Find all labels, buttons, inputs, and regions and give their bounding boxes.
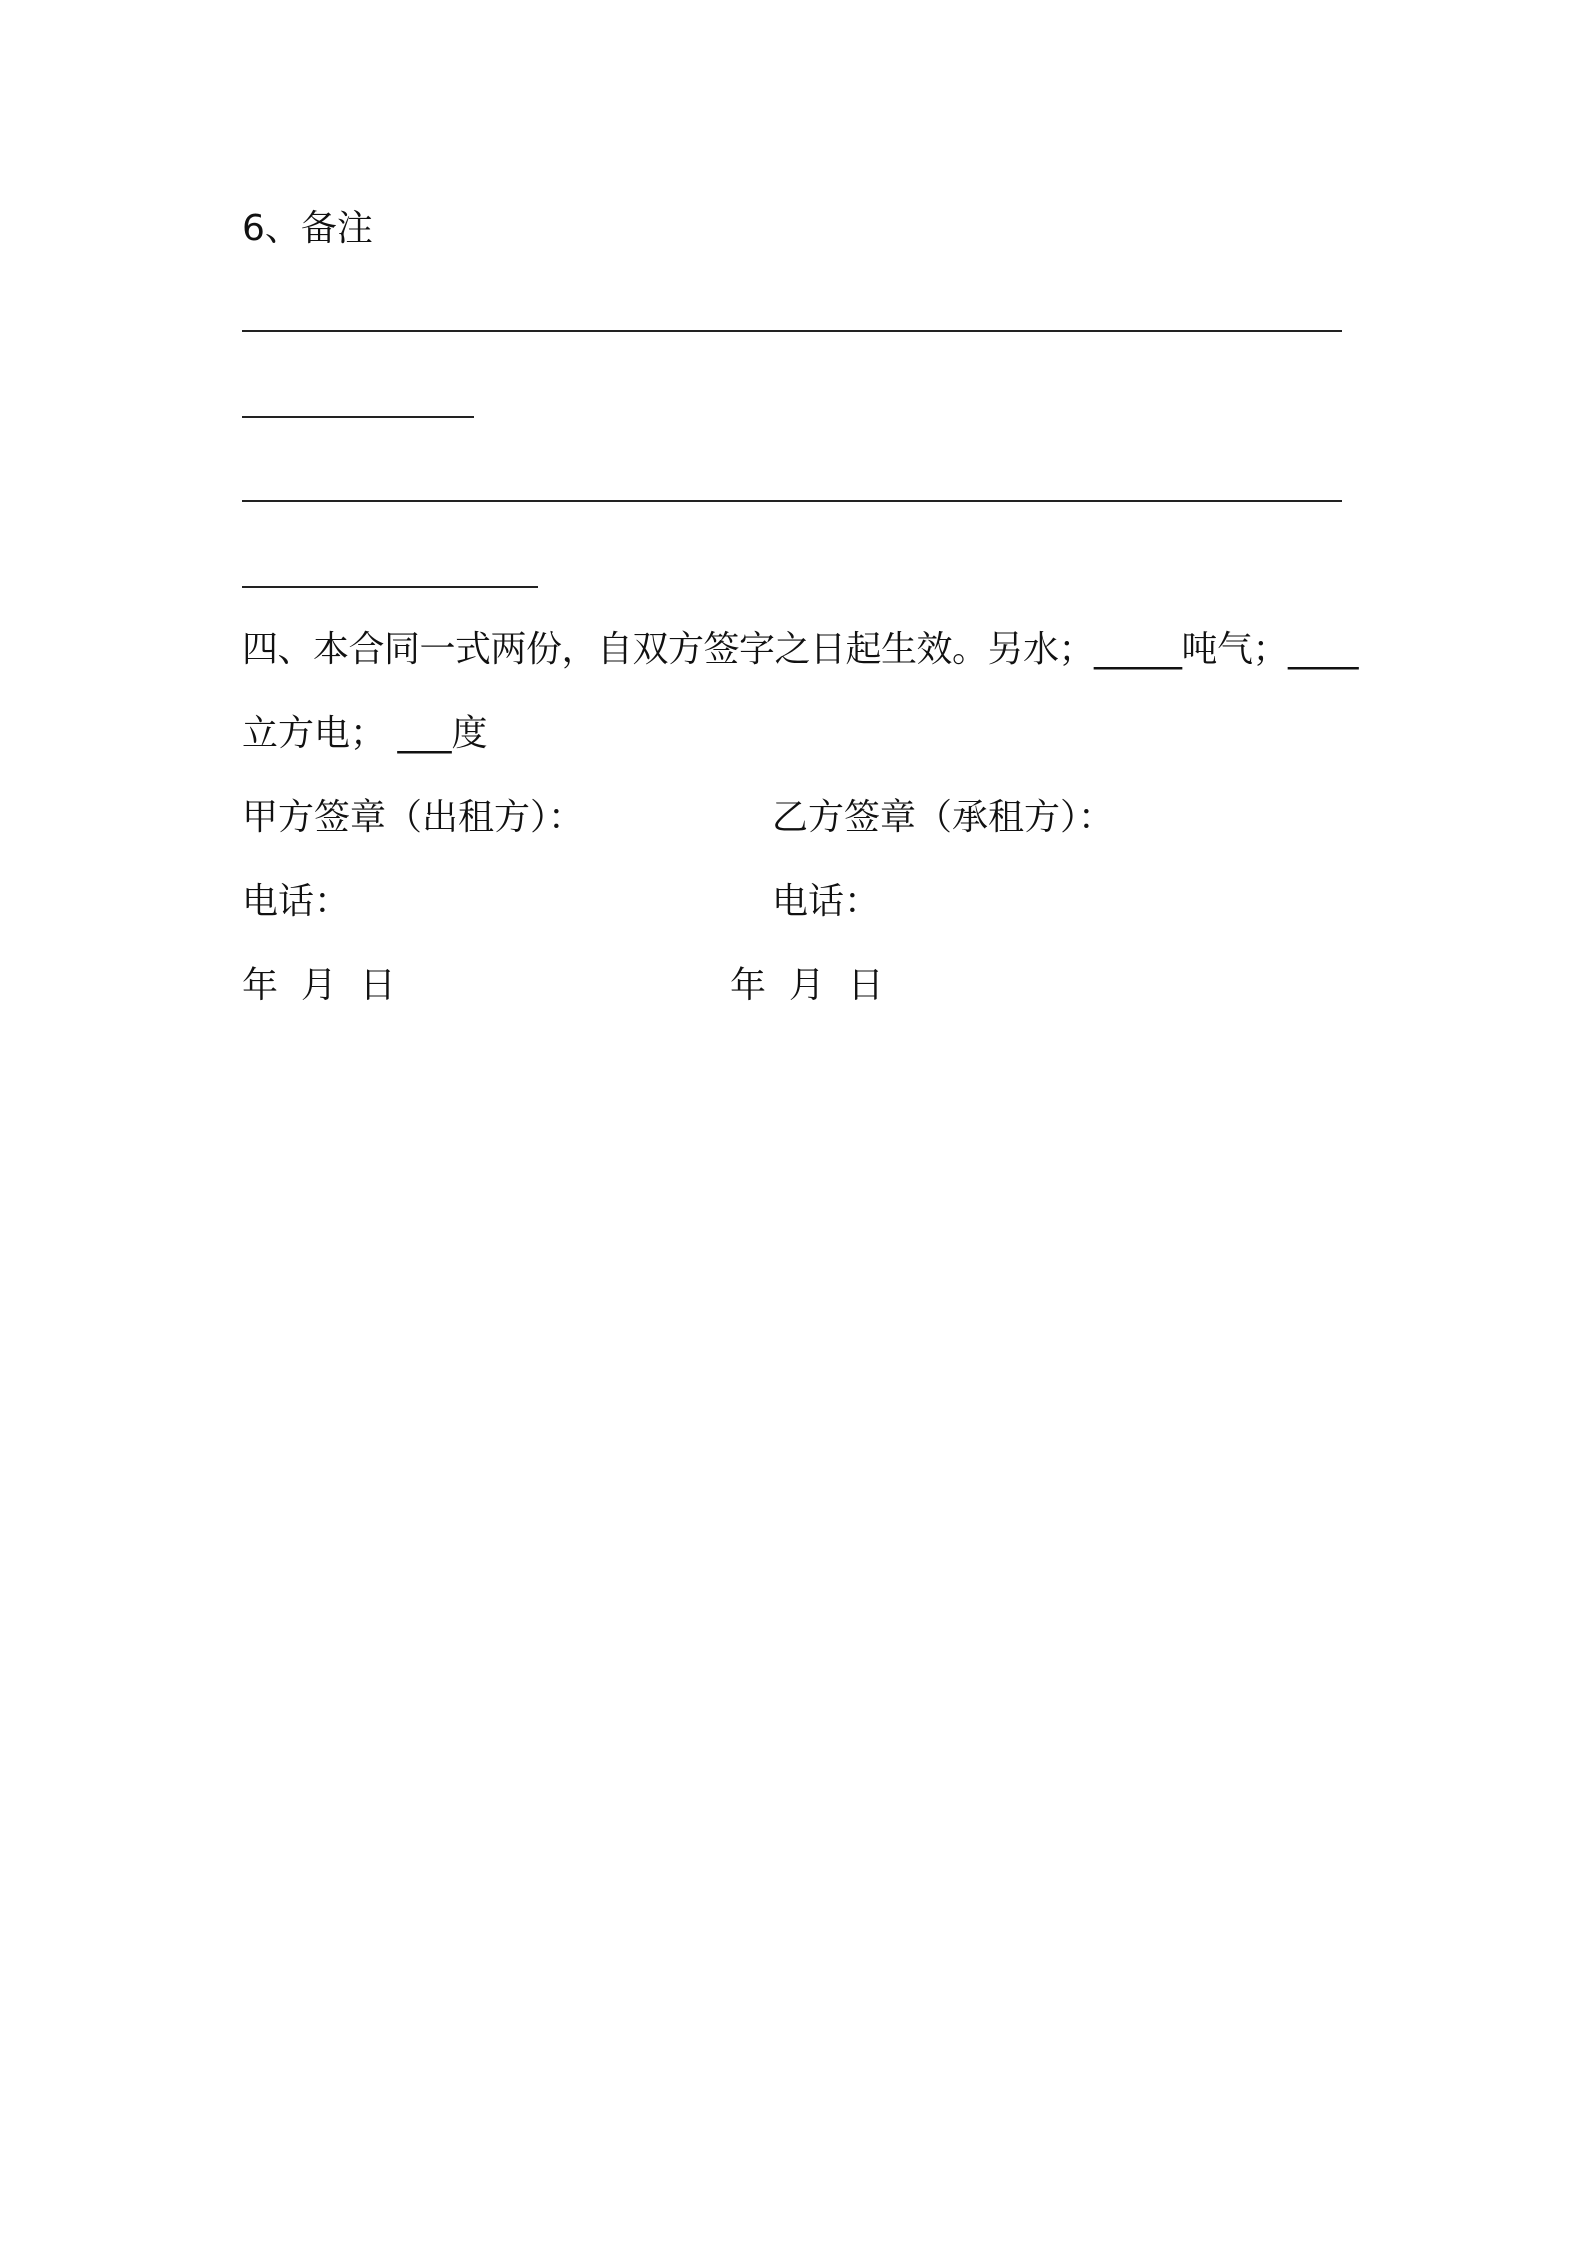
remarks-blank-line-3 [242,500,1342,502]
section-6-heading: 6、备注 [242,208,373,249]
remarks-blank-line-2 [242,416,474,418]
clause-4-text-line-1: 四、本合同一式两份，自双方签字之日起生效。另水；_____吨气；____ [242,629,1359,670]
remarks-blank-line-1 [242,330,1342,332]
party-b-date-label: 年 月 日 [730,965,884,1006]
party-a-phone-label: 电话： [242,881,351,922]
remarks-blank-line-4 [242,586,538,588]
party-a-date-label: 年 月 日 [242,965,396,1006]
party-a-signature-label: 甲方签章（出租方）： [242,797,585,838]
party-b-signature-label: 乙方签章（承租方）： [772,797,1115,838]
clause-4-text-line-2: 立方电； ___度 [242,713,488,754]
party-b-phone-label: 电话： [772,881,881,922]
